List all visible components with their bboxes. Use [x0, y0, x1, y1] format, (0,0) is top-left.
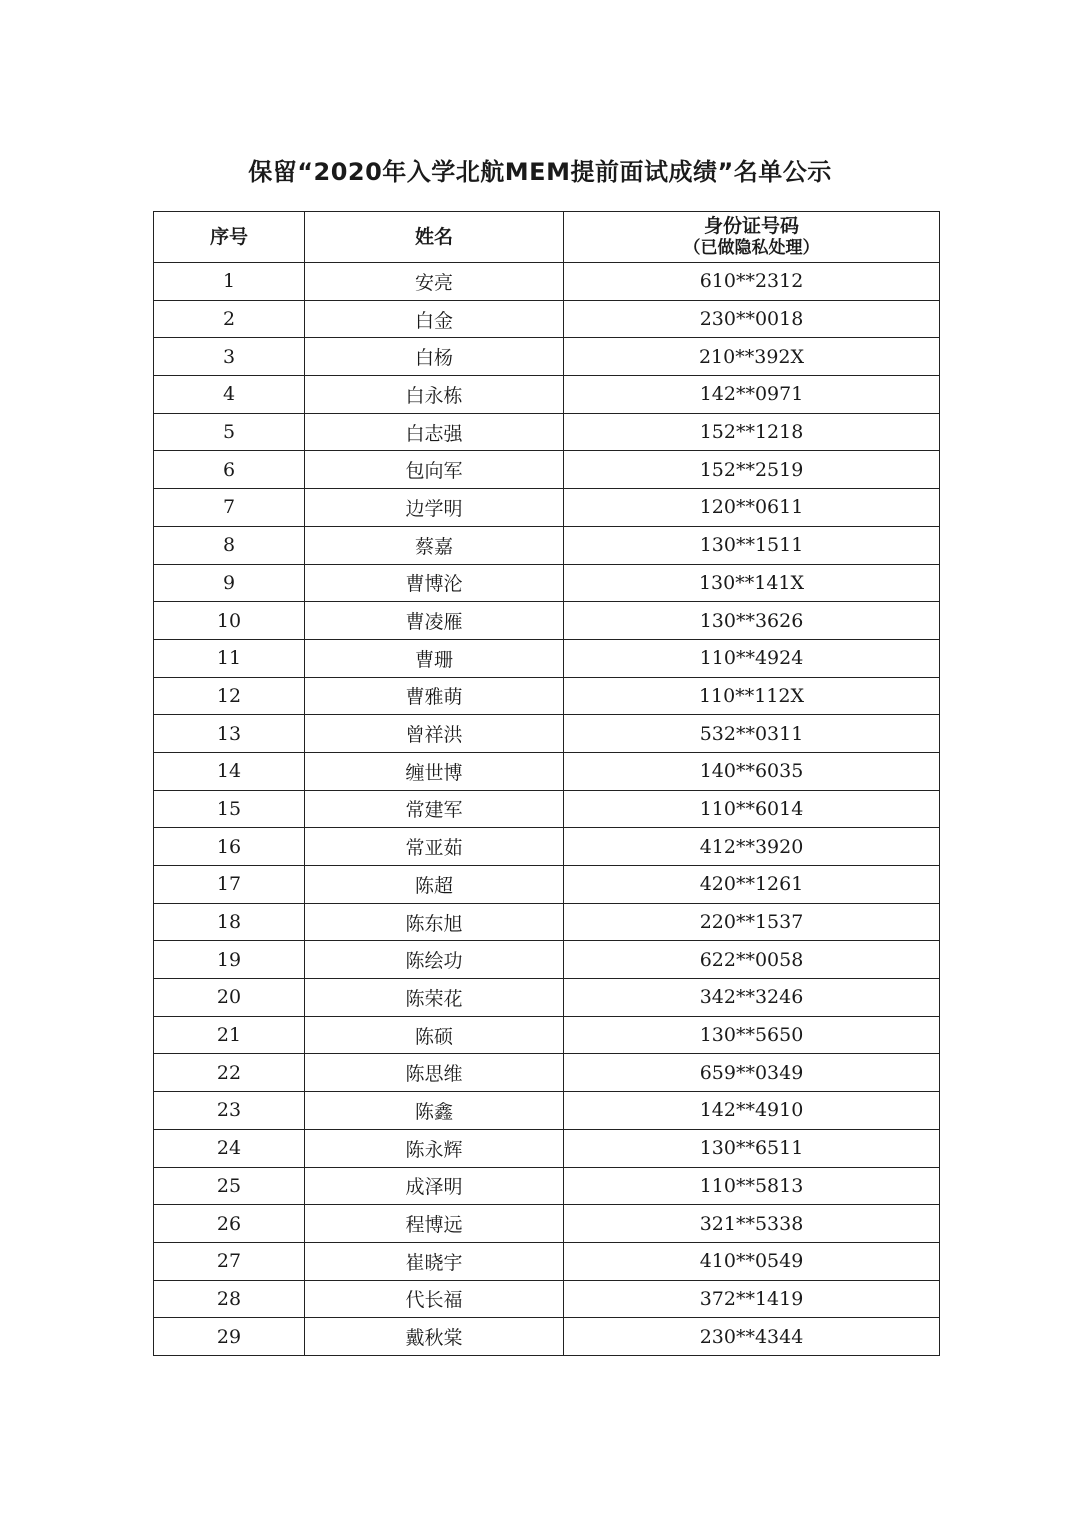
table-row [154, 639, 940, 677]
cell-no: 6 [154, 451, 305, 489]
cell-id-number: 230**4344 [564, 1318, 940, 1356]
cell-no: 13 [154, 715, 305, 753]
table-row [154, 903, 940, 941]
cell-name: 陈鑫 [305, 1092, 564, 1130]
cell-id-number: 142**4910 [564, 1092, 940, 1130]
cell-name: 白杨 [305, 338, 564, 376]
table-row [154, 526, 940, 564]
cell-id-number: 372**1419 [564, 1280, 940, 1318]
cell-no: 20 [154, 979, 305, 1017]
cell-name: 缠世博 [305, 752, 564, 790]
cell-id-number: 110**6014 [564, 790, 940, 828]
cell-no: 1 [154, 263, 305, 301]
table-row [154, 602, 940, 640]
column-header-name: 姓名 [305, 212, 564, 263]
cell-name: 陈硕 [305, 1016, 564, 1054]
cell-no: 10 [154, 602, 305, 640]
table-row [154, 338, 940, 376]
table-row [154, 1205, 940, 1243]
cell-id-number: 532**0311 [564, 715, 940, 753]
cell-name: 边学明 [305, 489, 564, 527]
cell-id-number: 321**5338 [564, 1205, 940, 1243]
cell-id-number: 130**6511 [564, 1129, 940, 1167]
cell-no: 9 [154, 564, 305, 602]
cell-name: 曾祥洪 [305, 715, 564, 753]
table-row [154, 1092, 940, 1130]
cell-id-number: 420**1261 [564, 866, 940, 904]
table-row [154, 300, 940, 338]
table-row [154, 979, 940, 1017]
cell-no: 18 [154, 903, 305, 941]
table-row [154, 752, 940, 790]
cell-no: 3 [154, 338, 305, 376]
column-header-id [564, 212, 940, 263]
cell-no: 8 [154, 526, 305, 564]
column-header-id-note: （已做隐私处理） [683, 238, 820, 258]
cell-name: 蔡嘉 [305, 526, 564, 564]
cell-no: 21 [154, 1016, 305, 1054]
cell-name: 成泽明 [305, 1167, 564, 1205]
cell-no: 28 [154, 1280, 305, 1318]
cell-no: 22 [154, 1054, 305, 1092]
cell-name: 陈思维 [305, 1054, 564, 1092]
cell-name: 程博远 [305, 1205, 564, 1243]
name-list-table [153, 211, 940, 1356]
table-body [154, 263, 940, 1356]
cell-name: 包向军 [305, 451, 564, 489]
table-row [154, 1016, 940, 1054]
cell-no: 4 [154, 376, 305, 414]
table-row [154, 1318, 940, 1356]
cell-name: 陈超 [305, 866, 564, 904]
table-row [154, 489, 940, 527]
table-row [154, 376, 940, 414]
cell-id-number: 659**0349 [564, 1054, 940, 1092]
cell-id-number: 610**2312 [564, 263, 940, 301]
cell-id-number: 140**6035 [564, 752, 940, 790]
cell-name: 白永栋 [305, 376, 564, 414]
table-row [154, 263, 940, 301]
cell-id-number: 210**392X [564, 338, 940, 376]
cell-no: 26 [154, 1205, 305, 1243]
cell-name: 曹雅萌 [305, 677, 564, 715]
cell-name: 戴秋棠 [305, 1318, 564, 1356]
cell-id-number: 110**5813 [564, 1167, 940, 1205]
cell-name: 曹凌雁 [305, 602, 564, 640]
cell-name: 白志强 [305, 413, 564, 451]
cell-name: 陈荣花 [305, 979, 564, 1017]
table-row [154, 1242, 940, 1280]
table-row [154, 1167, 940, 1205]
cell-no: 12 [154, 677, 305, 715]
table-row [154, 941, 940, 979]
cell-id-number: 410**0549 [564, 1242, 940, 1280]
table-row [154, 451, 940, 489]
table-row [154, 1129, 940, 1167]
cell-name: 曹博沦 [305, 564, 564, 602]
cell-no: 16 [154, 828, 305, 866]
cell-id-number: 130**141X [564, 564, 940, 602]
cell-id-number: 152**2519 [564, 451, 940, 489]
cell-id-number: 120**0611 [564, 489, 940, 527]
page-title: 保留“2020年入学北航MEM提前面试成绩”名单公示 [248, 158, 832, 186]
cell-no: 25 [154, 1167, 305, 1205]
cell-id-number: 110**112X [564, 677, 940, 715]
cell-name: 安亮 [305, 263, 564, 301]
table-row [154, 413, 940, 451]
table-row [154, 790, 940, 828]
cell-name: 陈绘功 [305, 941, 564, 979]
table-header [154, 212, 940, 263]
cell-id-number: 130**3626 [564, 602, 940, 640]
cell-id-number: 412**3920 [564, 828, 940, 866]
header-row [154, 212, 940, 263]
cell-name: 曹珊 [305, 639, 564, 677]
cell-no: 17 [154, 866, 305, 904]
cell-id-number: 220**1537 [564, 903, 940, 941]
cell-id-number: 342**3246 [564, 979, 940, 1017]
cell-name: 陈东旭 [305, 903, 564, 941]
cell-no: 11 [154, 639, 305, 677]
column-header-no: 序号 [154, 212, 305, 263]
cell-no: 15 [154, 790, 305, 828]
table-row [154, 1280, 940, 1318]
table-row [154, 866, 940, 904]
cell-id-number: 130**5650 [564, 1016, 940, 1054]
cell-no: 27 [154, 1242, 305, 1280]
cell-name: 崔晓宇 [305, 1242, 564, 1280]
cell-name: 代长福 [305, 1280, 564, 1318]
cell-id-number: 142**0971 [564, 376, 940, 414]
cell-id-number: 622**0058 [564, 941, 940, 979]
cell-no: 19 [154, 941, 305, 979]
cell-no: 29 [154, 1318, 305, 1356]
cell-name: 白金 [305, 300, 564, 338]
cell-no: 7 [154, 489, 305, 527]
table-row [154, 828, 940, 866]
cell-no: 14 [154, 752, 305, 790]
cell-no: 5 [154, 413, 305, 451]
table-row [154, 677, 940, 715]
column-header-id-title: 身份证号码 [703, 215, 799, 237]
cell-name: 常亚茹 [305, 828, 564, 866]
table-row [154, 564, 940, 602]
table-row [154, 715, 940, 753]
table-row [154, 1054, 940, 1092]
cell-id-number: 130**1511 [564, 526, 940, 564]
cell-no: 24 [154, 1129, 305, 1167]
cell-name: 陈永辉 [305, 1129, 564, 1167]
cell-id-number: 230**0018 [564, 300, 940, 338]
cell-id-number: 110**4924 [564, 639, 940, 677]
cell-no: 2 [154, 300, 305, 338]
cell-name: 常建军 [305, 790, 564, 828]
cell-id-number: 152**1218 [564, 413, 940, 451]
cell-no: 23 [154, 1092, 305, 1130]
